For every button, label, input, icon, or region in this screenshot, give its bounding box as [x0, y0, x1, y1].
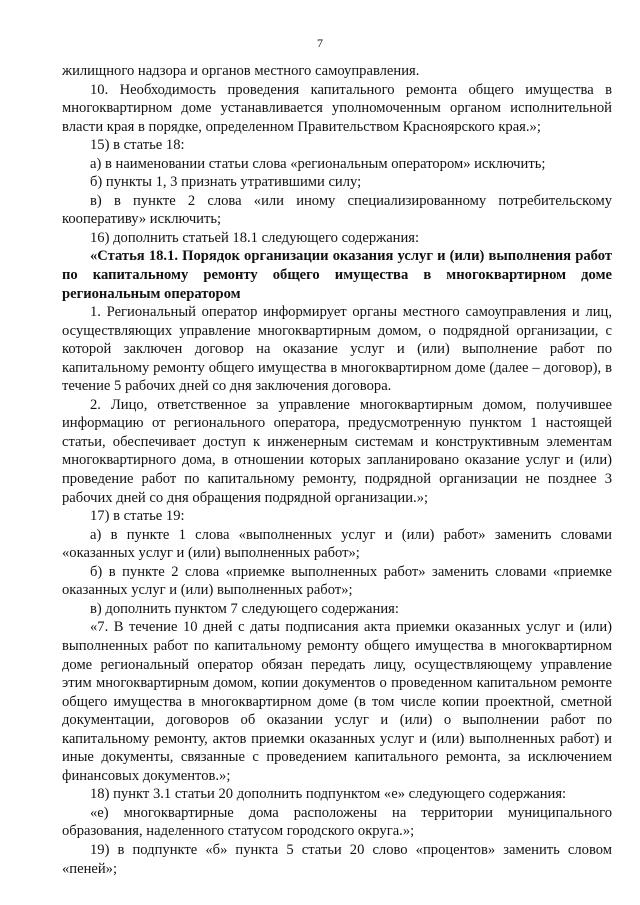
paragraph: б) пункты 1, 3 признать утратившими силу; [90, 174, 362, 191]
paragraph: 1. Региональный оператор информирует органы местного самоуправления и лиц, осуществляющих управление многоквартирным домом, о подрядной организации, с которой заключен договор на оказание услуг и (или) выполнение работ по капитальному ремонту общего имущества в многоквартирном доме (далее – договор), в течение 5 рабочих дней со дня заключения договора. [62, 304, 612, 395]
paragraph: 19) в подпункте «б» пункта 5 статьи 20 слово «процентов» заменить словом «пеней»; [62, 841, 612, 877]
paragraph: б) в пункте 2 слова «приемке выполненных работ» заменить словами «приемке оказанных услуг и (или) выполненных работ»; [62, 563, 612, 599]
paragraph: 2. Лицо, ответственное за управление многоквартирным домом, получившее информацию от регионального оператора, предусмотренную пунктом 1 настоящей статьи, обеспечивает доступ к инженерным системам и конструктивным элементам многоквартирного дома, в отношении которых запланировано оказание услуг и (или) проведение работ по капитальному ремонту, подрядной организации не позднее 3 рабочих дней со дня обращения подрядной организации.»; [62, 396, 612, 506]
page-number: 7 [317, 36, 323, 50]
paragraph: 16) дополнить статьей 18.1 следующего содержания: [90, 229, 420, 246]
paragraph: 10. Необходимость проведения капитального ремонта общего имущества в многоквартирном доме устанавливается уполномоченным органом исполнительной власти края в порядке, определенном Правительством Красноярского края.»; [62, 81, 612, 135]
paragraph: «е) многоквартирные дома расположены на территории муниципального образования, наделенного статусом городского округа.»; [62, 804, 612, 840]
paragraph: в) в пункте 2 слова «или иному специализированному потребительскому кооперативу» исключить; [62, 192, 612, 228]
paragraph: жилищного надзора и органов местного самоуправления. [62, 63, 420, 79]
paragraph: 17) в статье 19: [90, 508, 185, 525]
paragraph: 18) пункт 3.1 статьи 20 дополнить подпунктом «е» следующего содержания: [90, 786, 567, 803]
paragraph: а) в наименовании статьи слова «региональным оператором» исключить; [90, 155, 546, 172]
article-heading: «Статья 18.1. Порядок организации оказания услуг и (или) выполнения работ по капитальному ремонту общего имущества в многоквартирном доме региональным оператором [62, 248, 612, 302]
paragraph: «7. В течение 10 дней с даты подписания акта приемки оказанных услуг и (или) выполненных работ по капитальному ремонту общего имущества в многоквартирном доме региональный оператор обязан передать лицу, осуществляющему управление этим многоквартирным домом, копии документов о проведенном капитальном ремонте общего имущества в многоквартирном доме (в том числе копии проектной, сметной документации, договоров об оказании услуг и (или) о выполнении работ по капитальному ремонту, актов приемки оказанных услуг и (или) выполненных работ) и иные документы, связанные с проведением капитального ремонта, за исключением финансовых документов.»; [62, 619, 612, 784]
paragraph: 15) в статье 18: [90, 137, 185, 154]
paragraph: в) дополнить пунктом 7 следующего содержания: [90, 600, 399, 617]
paragraph: а) в пункте 1 слова «выполненных услуг и (или) работ» заменить словами «оказанных услуг и (или) выполненных работ»; [62, 526, 612, 562]
document-body [62, 62, 612, 878]
